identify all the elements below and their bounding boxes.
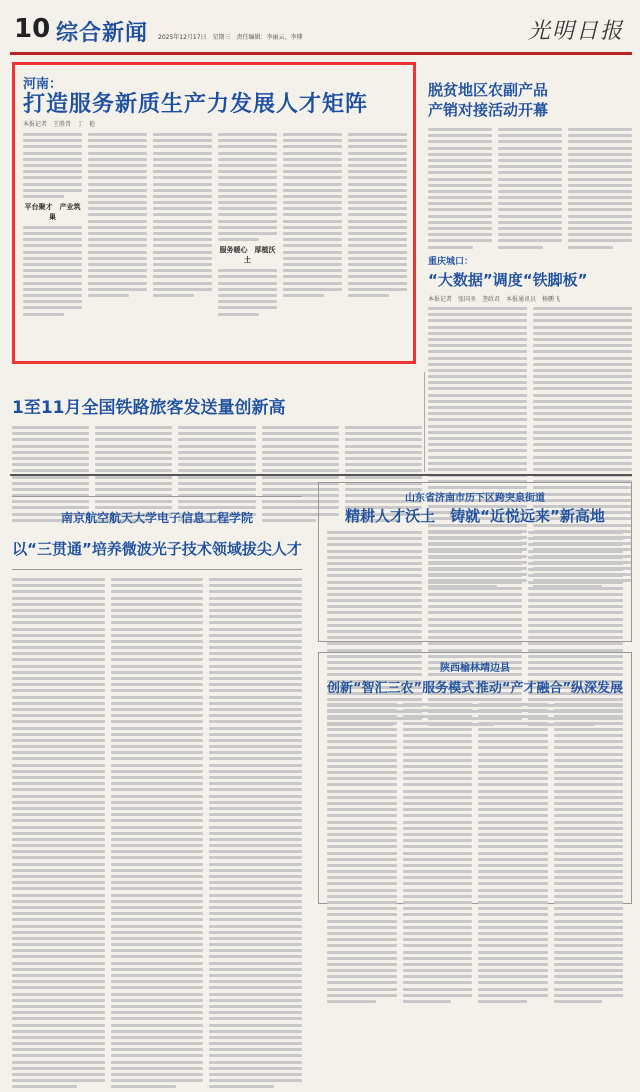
bottom-right-article[interactable]	[318, 482, 632, 642]
right-mid-byline: 本报记者 张国圣 垄政君 本报通讯员 杨鹏飞	[428, 296, 561, 303]
text-column	[88, 133, 147, 319]
bottom-right-article-2[interactable]	[318, 652, 632, 904]
right-mid-headline[interactable]: “大数据”调度“铁脚板”	[428, 271, 588, 289]
bottom-left-kicker: 南京航空航天大学电子信息工程学院	[60, 511, 253, 525]
lead-kicker: 河南：	[23, 77, 63, 92]
text-column	[348, 133, 407, 319]
column-rule	[424, 372, 425, 472]
right-top-article[interactable]	[428, 80, 632, 252]
bottom-right2-kicker: 陕西榆林靖边县	[440, 663, 510, 674]
bottom-right2-body	[327, 703, 623, 1006]
section-title: 综合新闻	[56, 21, 149, 46]
text-column	[218, 133, 277, 319]
text-column	[23, 133, 82, 319]
lead-article[interactable]	[12, 62, 416, 364]
lead-headline[interactable]: 打造服务新质生产力发展人才矩阵	[23, 92, 369, 117]
bottom-left-body	[12, 578, 302, 1092]
dateline: 2025年12月17日 星期三 责任编辑：李丽云、李博	[158, 34, 303, 41]
masthead	[10, 8, 632, 55]
text-column	[283, 133, 342, 319]
lead-byline: 本报记者 王胜昔 丁 艳	[23, 121, 96, 128]
page-number: 10	[14, 14, 51, 44]
right-top-headline-1[interactable]: 脱贫地区农副产品	[428, 81, 549, 99]
railway-headline[interactable]: 1至11月全国铁路旅客发送量创新高	[12, 398, 286, 418]
right-top-headline-2[interactable]: 产销对接活动开幕	[428, 101, 549, 119]
right-mid-kicker: 重庆城口：	[428, 257, 474, 267]
headline-frame	[12, 496, 302, 570]
lead-subhead-2: 服务暖心 厚植沃土	[219, 246, 276, 265]
lead-subhead-1: 平台聚才 产业筑巢	[24, 202, 81, 221]
bottom-right2-headlines	[327, 677, 623, 696]
newspaper-logo: 光明日报	[527, 19, 624, 44]
bottom-right-kicker: 山东省济南市历下区跨突泉街道	[405, 493, 545, 504]
right-top-body	[428, 128, 632, 252]
section-divider	[10, 474, 632, 476]
bottom-right-headline[interactable]: 精耕人才沃土 铸就“近悦远来”新高地	[345, 507, 605, 525]
bottom-right2-headline-left[interactable]: 创新“智汇三农”服务模式	[327, 681, 475, 696]
lead-body	[23, 133, 407, 319]
bottom-right2-headline-right[interactable]: 推动“产才融合”纵深发展	[475, 681, 623, 696]
text-column	[153, 133, 212, 319]
bottom-left-article[interactable]	[12, 496, 302, 904]
bottom-left-headline[interactable]: 以“三贯通”培养微波光子技术领域拔尖人才	[12, 540, 302, 558]
